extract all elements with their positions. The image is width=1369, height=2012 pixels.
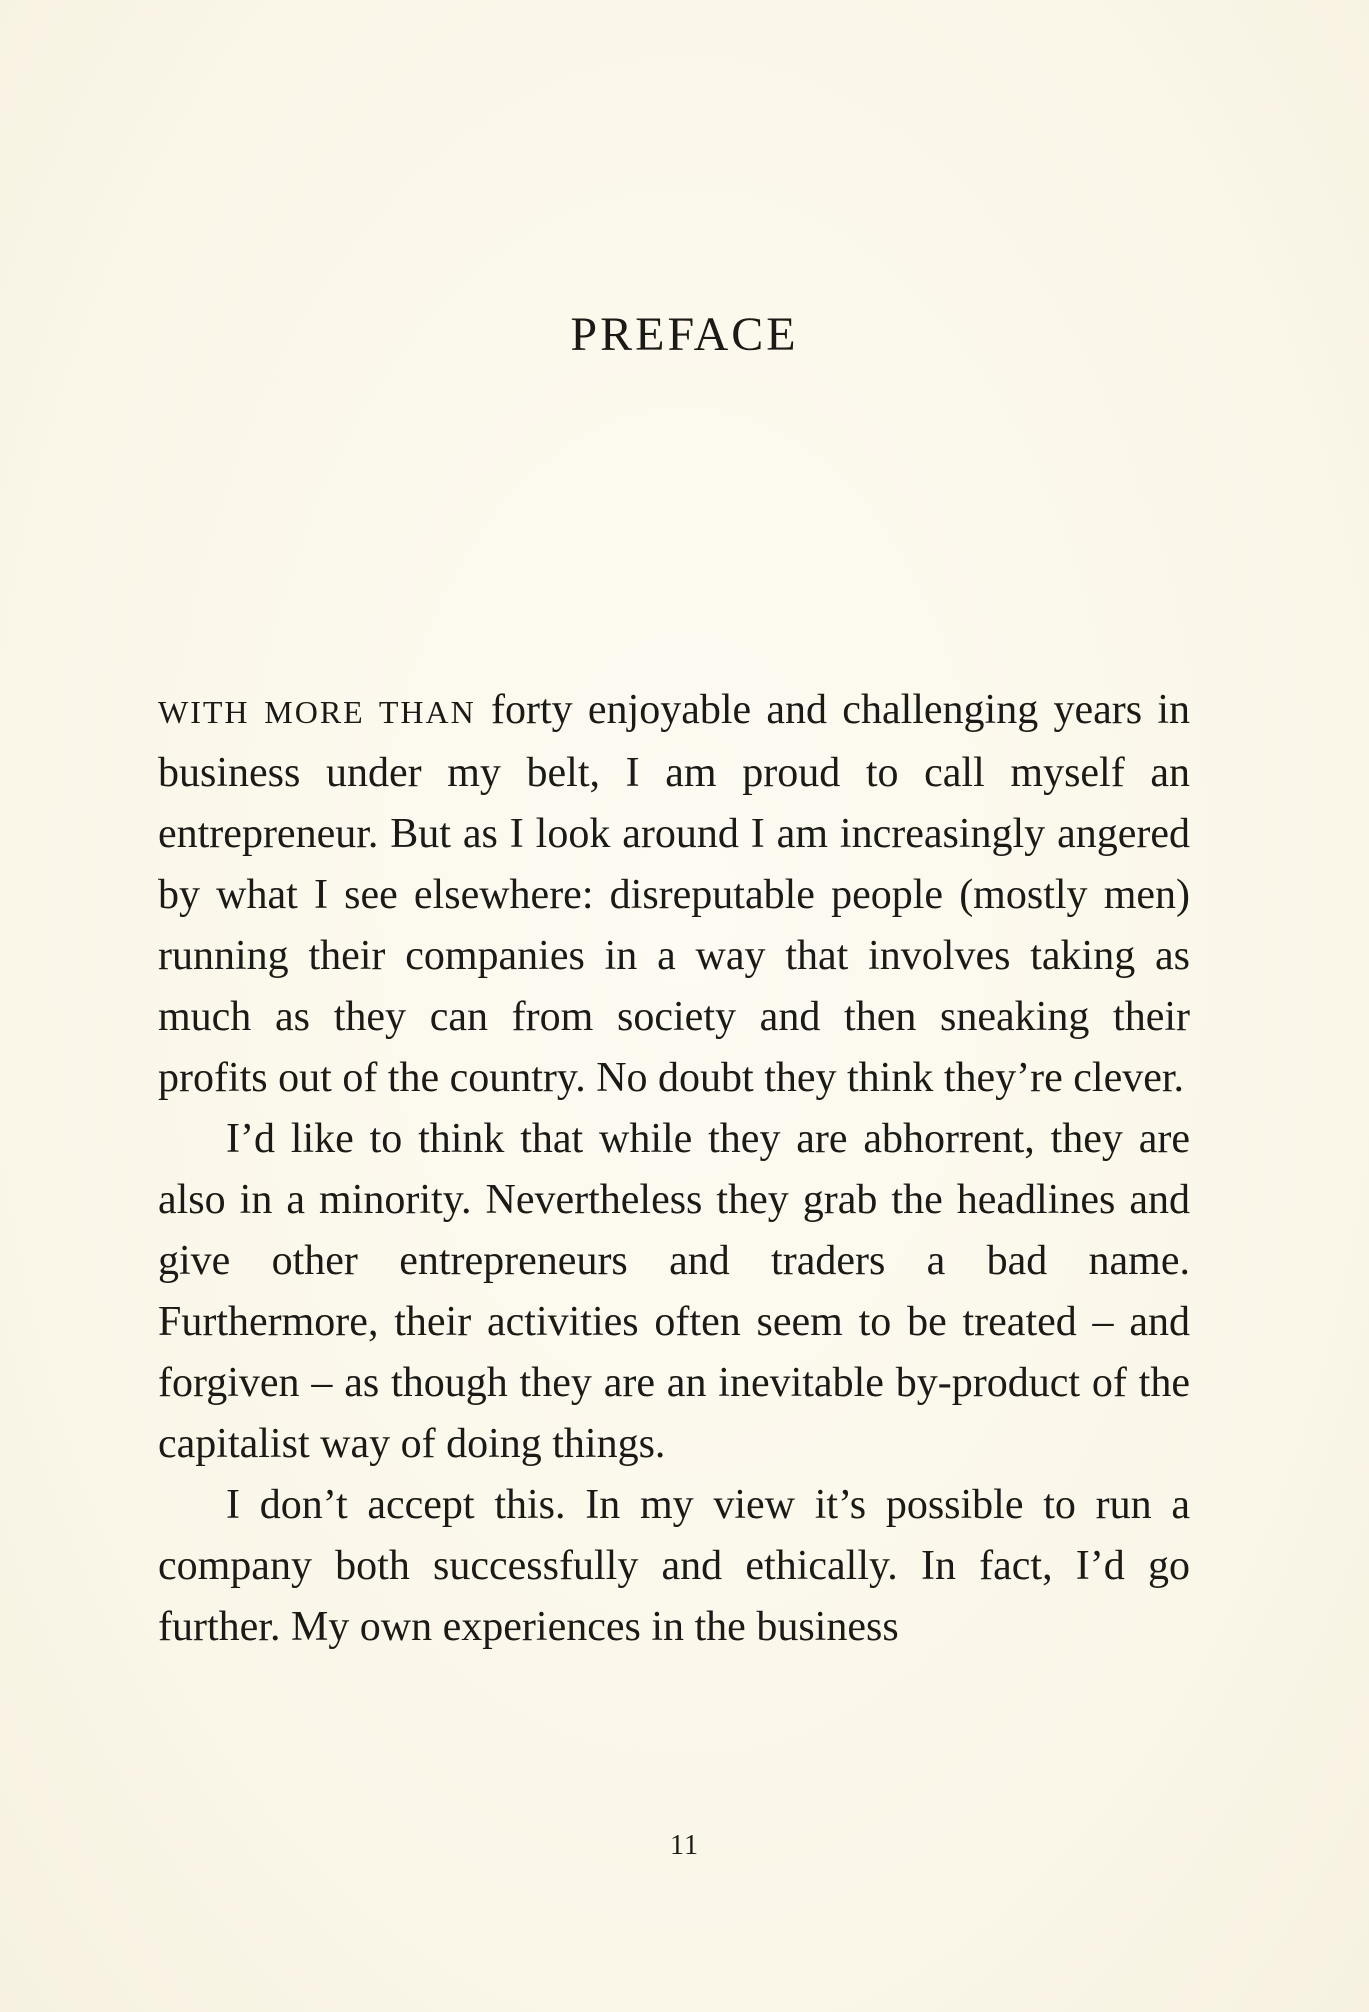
paragraph-3: I don’t accept this. In my view it’s possible to run a company both successfully and ethically. In fact, I’d go further. My own experiences in the business bbox=[158, 1482, 1190, 1650]
paragraph-1-text: forty enjoyable and challenging years in business under my belt, I am proud to call myself an entrepreneur. But as I look around I am increasingly angered by what I see elsewhere: disreputable people (mostly men) running their companies in a way that involves taking as much as they can from society and then sneaking their profits out of the country. No doubt they think they’re clever. bbox=[158, 687, 1191, 1101]
lead-in-small-caps: WITH MORE THAN bbox=[158, 694, 476, 730]
paragraph-1 bbox=[158, 680, 1190, 1109]
paragraph-2: I’d like to think that while they are abhorrent, they are also in a minority. Nevertheless they grab the headlines and give other entrepreneurs and traders a bad name. Furthermore, their activities often seem to be treated – and forgiven – as though they are an inevitable by-product of the capitalist way of doing things. bbox=[158, 1116, 1190, 1467]
chapter-heading: PREFACE bbox=[570, 308, 799, 361]
body-text bbox=[158, 680, 1190, 1658]
page-number: 11 bbox=[670, 1830, 699, 1861]
